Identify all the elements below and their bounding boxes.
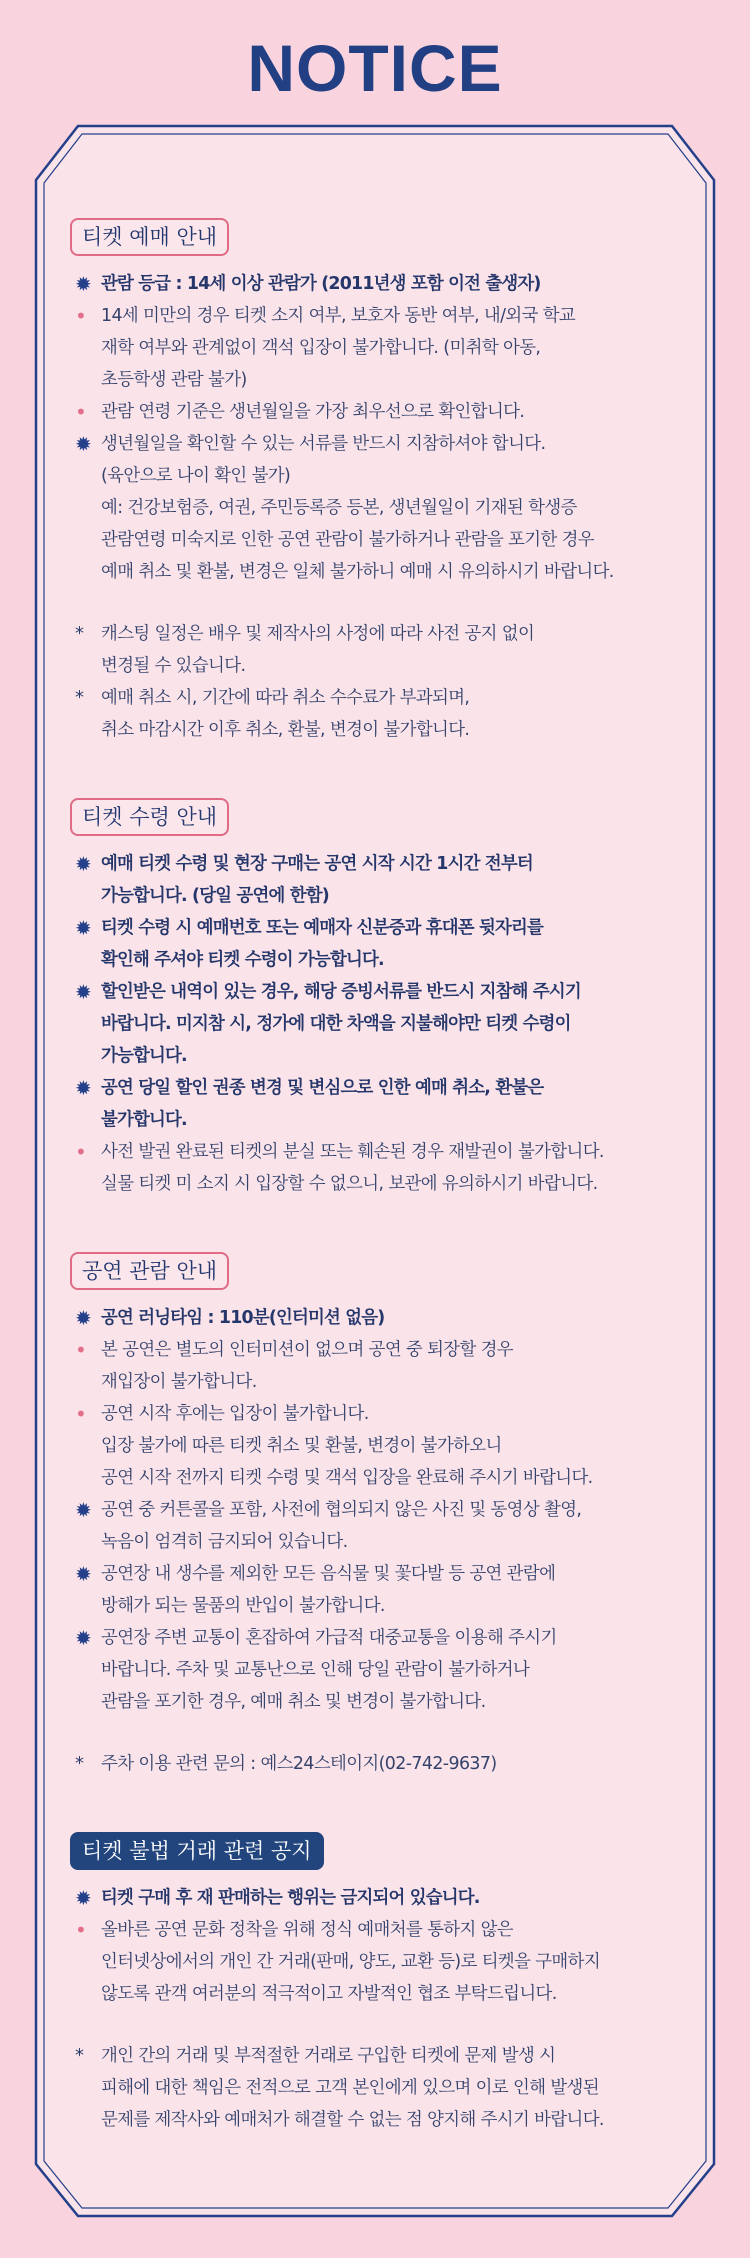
dot-bullet-icon: • — [75, 304, 87, 328]
notice-item — [75, 1072, 682, 1136]
spacer — [70, 588, 682, 618]
asterisk-bullet-icon: * — [75, 2045, 84, 2066]
notice-item-text: 관람 등급 : 14세 이상 관람가 (2011년생 포함 이전 출생자) — [101, 274, 541, 294]
dot-bullet-icon: • — [75, 1140, 87, 1164]
notice-item-text: 공연 시작 후에는 입장이 불가합니다. 입장 불가에 따른 티켓 취소 및 환불, 변경이 불가하오니 공연 시작 전까지 티켓 수령 및 객석 입장을 완료해 주시기 바랍니다. — [101, 1404, 593, 1488]
notice-item-text: 본 공연은 별도의 인터미션이 없으며 공연 중 퇴장할 경우 재입장이 불가합니다. — [101, 1340, 514, 1392]
notice-item — [75, 848, 682, 912]
notice-item — [75, 976, 682, 1072]
page-title: NOTICE — [247, 31, 503, 105]
spacer — [70, 2010, 682, 2040]
notice-item — [75, 428, 682, 588]
notice-item — [75, 1558, 682, 1622]
notice-item — [75, 1882, 682, 1914]
notice-item — [75, 1494, 682, 1558]
notice-item-text: 공연 중 커튼콜을 포함, 사전에 협의되지 않은 사진 및 동영상 촬영, 녹음이 엄격히 금지되어 있습니다. — [101, 1500, 582, 1552]
notice-item-text: 14세 미만의 경우 티켓 소지 여부, 보호자 동반 여부, 내/외국 학교 재학 여부와 관계없이 객석 입장이 불가합니다. (미취학 아동, 초등학생 관람 불가) — [101, 306, 576, 390]
notice-item-text: 관람 연령 기준은 생년월일을 가장 최우선으로 확인합니다. — [101, 402, 525, 422]
notice-item — [75, 2040, 682, 2136]
star-bullet-icon: ✹ — [75, 1076, 91, 1100]
notice-item — [75, 1748, 682, 1780]
notice-item — [75, 1398, 682, 1494]
notice-item-text: 주차 이용 관련 문의 : 예스24스테이지(02-742-9637) — [101, 1754, 497, 1774]
section-heading: 티켓 불법 거래 관련 공지 — [70, 1832, 324, 1870]
notice-item-text: 공연장 내 생수를 제외한 모든 음식물 및 꽃다발 등 공연 관람에 방해가 되는 물품의 반입이 불가합니다. — [101, 1564, 556, 1616]
notice-item-text: 공연 당일 할인 권종 변경 및 변심으로 인한 예매 취소, 환불은 불가합니다. — [101, 1078, 544, 1130]
notice-item-text: 사전 발권 완료된 티켓의 분실 또는 훼손된 경우 재발권이 불가합니다. 실물 티켓 미 소지 시 입장할 수 없으니, 보관에 유의하시기 바랍니다. — [101, 1142, 604, 1194]
notice-item-text: 티켓 수령 시 예매번호 또는 예매자 신분증과 휴대폰 뒷자리를 확인해 주셔야 티켓 수령이 가능합니다. — [101, 918, 544, 970]
section-heading: 공연 관람 안내 — [70, 1252, 229, 1290]
star-bullet-icon: ✹ — [75, 272, 91, 296]
star-bullet-icon: ✹ — [75, 916, 91, 940]
notice-section — [70, 798, 682, 1200]
section-heading: 티켓 예매 안내 — [70, 218, 229, 256]
star-bullet-icon: ✹ — [75, 1886, 91, 1910]
notice-section — [70, 1832, 682, 2136]
notice-item-text: 공연 러닝타임 : 110분(인터미션 없음) — [101, 1308, 385, 1328]
star-bullet-icon: ✹ — [75, 852, 91, 876]
asterisk-bullet-icon: * — [75, 623, 84, 644]
star-bullet-icon: ✹ — [75, 980, 91, 1004]
asterisk-bullet-icon: * — [75, 687, 84, 708]
dot-bullet-icon: • — [75, 1918, 87, 1942]
notice-item-text: 올바른 공연 문화 정착을 위해 정식 예매처를 통하지 않은 인터넷상에서의 개인 간 거래(판매, 양도, 교환 등)로 티켓을 구매하지 않도록 관객 여러분의 적극적이고 자발적인 협조 부탁드립니다. — [101, 1920, 601, 2004]
star-bullet-icon: ✹ — [75, 1626, 92, 1650]
notice-item-text: 티켓 구매 후 재 판매하는 행위는 금지되어 있습니다. — [101, 1888, 480, 1908]
star-bullet-icon: ✹ — [75, 432, 92, 456]
notice-item — [75, 1334, 682, 1398]
notice-item — [75, 268, 682, 300]
notice-section — [70, 218, 682, 746]
dot-bullet-icon: • — [75, 1338, 87, 1362]
notice-item — [75, 1622, 682, 1718]
notice-item — [75, 1136, 682, 1200]
star-bullet-icon: ✹ — [75, 1562, 92, 1586]
notice-item-text: 예매 티켓 수령 및 현장 구매는 공연 시작 시간 1시간 전부터 가능합니다. (당일 공연에 한함) — [101, 854, 533, 906]
notice-item — [75, 396, 682, 428]
dot-bullet-icon: • — [75, 1402, 87, 1426]
dot-bullet-icon: • — [75, 400, 87, 424]
notice-item-text: 할인받은 내역이 있는 경우, 해당 증빙서류를 반드시 지참해 주시기 바랍니다. 미지참 시, 정가에 대한 차액을 지불해야만 티켓 수령이 가능합니다. — [101, 982, 581, 1066]
notice-item — [75, 618, 682, 682]
notice-item — [75, 1302, 682, 1334]
notice-item-text: 공연장 주변 교통이 혼잡하여 가급적 대중교통을 이용해 주시기 바랍니다. 주차 및 교통난으로 인해 당일 관람이 불가하거나 관람을 포기한 경우, 예매 취소 및 변경이 불가합니다. — [101, 1628, 557, 1712]
notice-section — [70, 1252, 682, 1780]
notice-item-text: 개인 간의 거래 및 부적절한 거래로 구입한 티켓에 문제 발생 시 피해에 대한 책임은 전적으로 고객 본인에게 있으며 이로 인해 발생된 문제를 제작사와 예매처가 해결할 수 없는 점 양지해 주시기 바랍니다. — [101, 2046, 604, 2130]
notice-item-text: 생년월일을 확인할 수 있는 서류를 반드시 지참하셔야 합니다. (육안으로 나이 확인 불가) 예: 건강보험증, 여권, 주민등록증 등본, 생년월일이 기재된 학생증 관람연령 미숙지로 인한 공연 관람이 불가하거나 관람을 포기한 경우 예매 취소 및 환불, 변경은 일체 불가하니 예매 시 유의하시기 바랍니다. — [101, 434, 614, 582]
notice-item-text: 예매 취소 시, 기간에 따라 취소 수수료가 부과되며, 취소 마감시간 이후 취소, 환불, 변경이 불가합니다. — [101, 688, 470, 740]
notice-content — [70, 218, 682, 2188]
notice-item — [75, 682, 682, 746]
notice-item — [75, 300, 682, 396]
star-bullet-icon: ✹ — [75, 1306, 91, 1330]
spacer — [70, 1718, 682, 1748]
section-heading: 티켓 수령 안내 — [70, 798, 229, 836]
star-bullet-icon: ✹ — [75, 1498, 92, 1522]
notice-item-text: 캐스팅 일정은 배우 및 제작사의 사정에 따라 사전 공지 없이 변경될 수 있습니다. — [101, 624, 535, 676]
notice-item — [75, 1914, 682, 2010]
notice-item — [75, 912, 682, 976]
asterisk-bullet-icon: * — [75, 1753, 84, 1774]
